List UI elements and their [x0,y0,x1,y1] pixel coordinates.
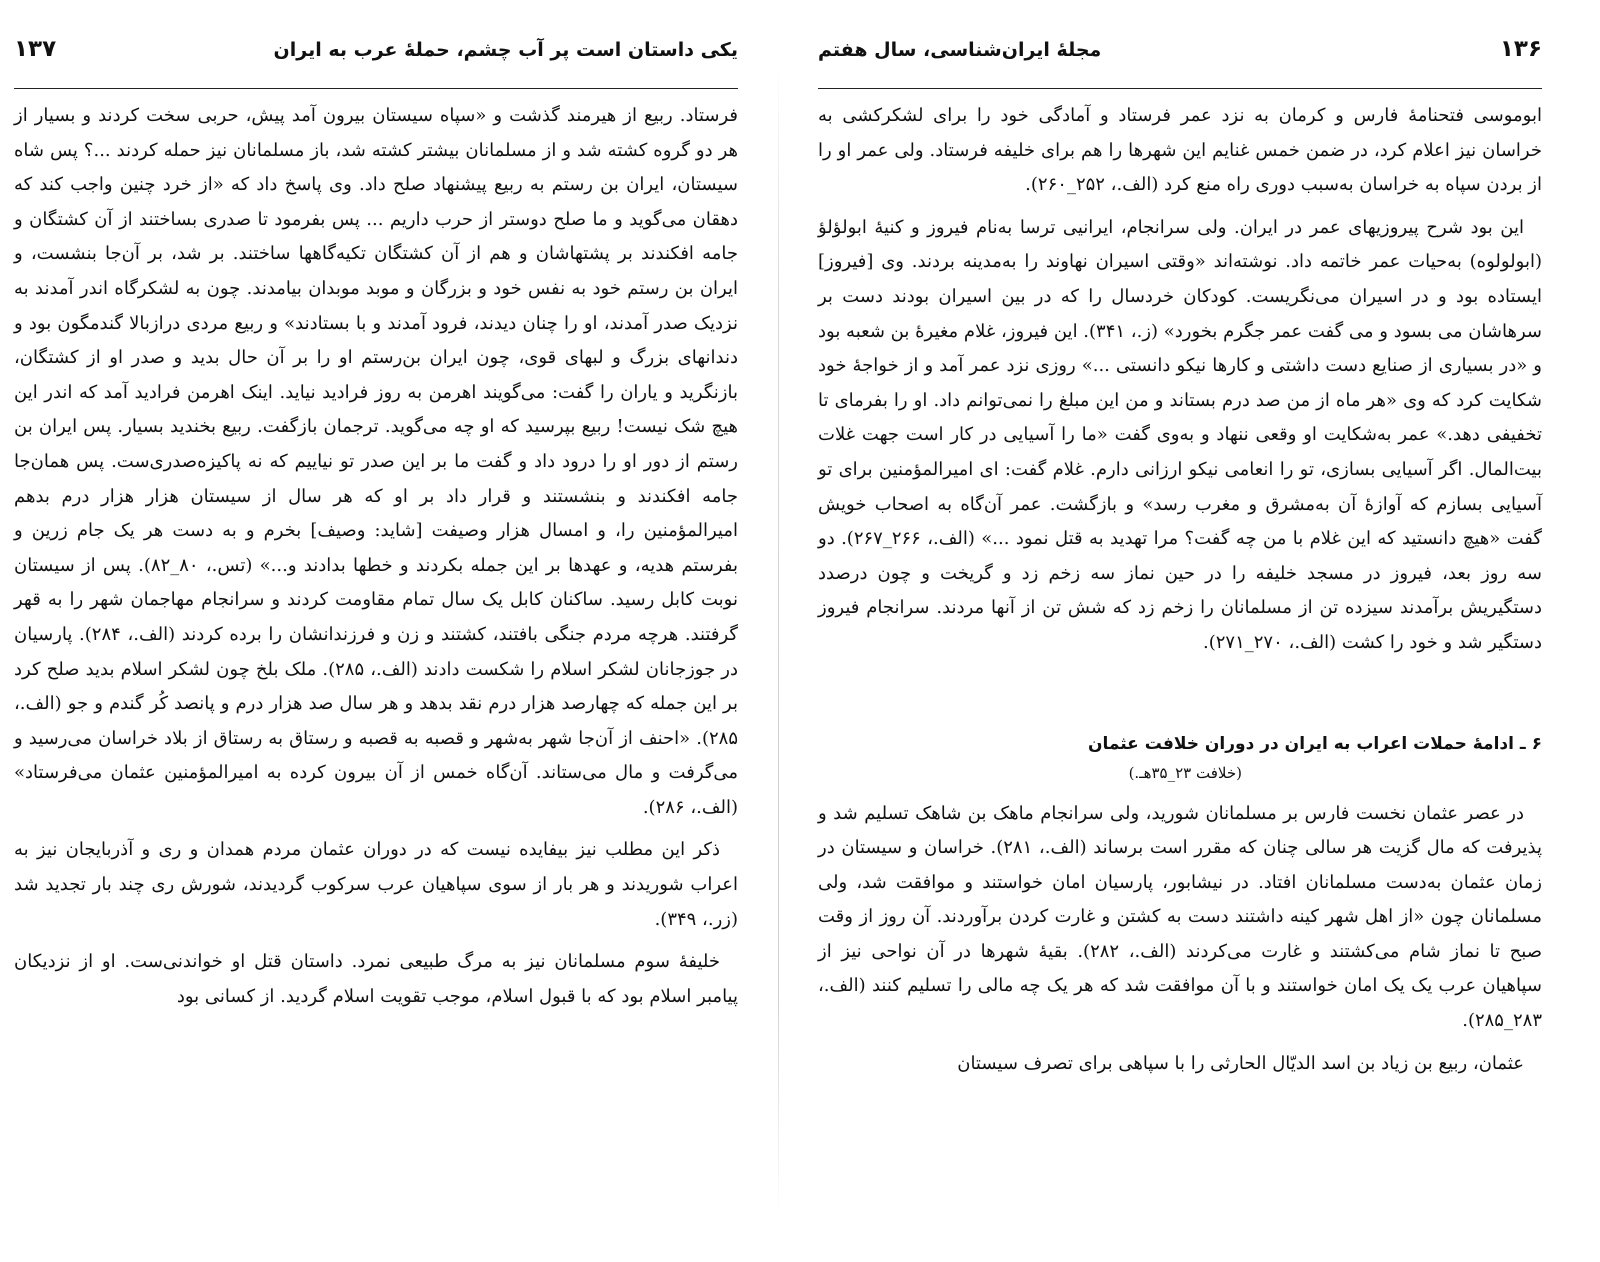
paragraph: در عصر عثمان نخست فارس بر مسلمانان شورید، ولی سرانجام ماهک بن شاهک تسلیم شد و پذیرفت که مال گزیت هر سالی چنان که مقرر است برساند (الف.، ۲۸۱). خراسان و سیستان در زمان عثمان به‌دست مسلمانان افتاد. در نیشابور، پارسیان امان خواستند و موافقت شد، ولی مسلمانان چون «از اهل شهر کینه داشتند دست به کشتن و غارت کردن برآوردند. آن روز از وقت صبح تا نماز شام می‌کشتند و غارت می‌کردند (الف.، ۲۸۲). بقیهٔ شهرها در آن نواحی نیز از سپاهیان عرب یک یک امان خواستند و با آن موافقت شد که هر یک چه مالی را تسلیم کنند (الف.، ۲۸۳_۲۸۵). [818,802,1542,1032]
paragraph: عثمان، ربیع بن زیاد بن اسد الدیّال الحارثی را با سپاهی برای تصرف سیستان [957,1052,1524,1074]
paragraph: فرستاد. ربیع از هیرمند گذشت و «سپاه سیستان بیرون آمد پیش، حربی سخت کردند و بسیار از هر دو گروه کشته شد و از مسلمانان بیشتر کشته شد، باز مسلمانان نیز حمله کردند ...؟ پس شاه سیستان، ایران بن رستم به ربیع پیشنهاد صلح داد. وی پاسخ داد که «از خرد چنین واجب کند که دهقان می‌گوید و ما صلح دوستر از حرب داریم ... پس بفرمود تا صدری بساختند از آن کشتگان و جامه افکندند بر پشتهاشان و هم از آن کشتگان تکیه‌گاهها ساختند. بر شد، بر آن‌جا بنشست، و ایران بن رستم خود به نفس خود و بزرگان و موبد موبدان بیامدند. چون به لشکرگاه اندر آمدند به نزدیک صدر آمدند، او را چنان دیدند، فرود آمدند و با بستادند» و ربیع مردی درازبالا گندمگون بود و دندانهای بزرگ و لبهای قوی، چون ایران بن‌رستم او را بر آن حال بدید و صدر او از کشتگان، بازنگرید و یاران را گفت: می‌گویند اهرمن به روز فرادید نیاید. اینک اهرمن فرادید آمد که اندر این هیچ شک نیست! ربیع بپرسید که او چه می‌گوید. ترجمان بازگفت. ربیع بخندید بسیار. پس ایران بن رستم از دور او را درود داد و گفت ما بر این صدر تو نیاییم که نه پاکیزه‌صدری‌ست. پس همان‌جا جامه افکندند و بنشستند و قرار داد بر او که هر سال از سیستان هزار هزار درم بدهم امیرالمؤمنین را، و امسال هزار وصیفت [شاید: وصیف] بخرم و به دست هر یک جام زرین و بفرستم هدیه، و عهدها بر این جمله بکردند و خطها بدادند و...» (تس.، ۸۰_۸۲). پس از سیستان نوبت کابل رسید. ساکنان کابل یک سال تمام مقاومت کردند و سرانجام مهاجمان شهر را به قهر گرفتند. هرچه مردم جنگی بافتند، کشتند و زن و فرزندانشان را برده کردند (الف.، ۲۸۴). پارسیان در جوزجانان لشکر اسلام را شکست دادند (الف.، ۲۸۵). ملک بلخ چون لشکر اسلام بدید صلح کرد بر این جمله که چهارصد هزار درم نقد بدهد و هر سال صد هزار درم و پانصد کُر گندم و جو (الف.، ۲۸۵). «احنف از آن‌جا شهر به‌شهر و قصبه به قصبه و رستاق به رستاق از بلاد خراسان می‌رسید و می‌گرفت و مال می‌ستاند. آن‌گاه خمس از آن بیرون کرده به امیرالمؤمنین عثمان می‌فرستاد» (الف.، ۲۸۶). [14,105,739,818]
right-page [790,0,1600,1262]
left-page [0,0,790,1262]
page-number: ۱۳۶ [1499,36,1542,62]
book-gutter [778,60,779,1220]
header-rule [818,88,1542,89]
page-number: ۱۳۷ [14,36,57,62]
paragraph: این بود شرح پیروزیهای عمر در ایران. ولی سرانجام، ایرانیی ترسا به‌نام فیروز و کنیهٔ ابولؤلؤ (ابولولوه) به‌حیات عمر خاتمه داد. نوشته‌اند «وقتی اسیران نهاوند را به‌مدینه بردند. وی [فیروز] ایستاده بود و در اسیران می‌نگریست. کودکان خردسال را که در بین اسیران بودند دست بر سرهاشان می بسود و می گفت عمر جگرم بخورد» (ز.، ۳۴۱). این فیروز، غلام مغیرهٔ بن شعبه بود و «در بسیاری از صنایع دست داشتی و کارها نیکو دانستی ...» روزی نزد عمر آمد و از خواجهٔ خود شکایت کرد که وی «هر ماه از من صد درم بستاند و من این مبلغ را نمی‌توانم داد. او را بفرمای تا تخفیفی دهد.» عمر به‌شکایت او وقعی ننهاد و به‌وی گفت «ما را آسیایی در کار است جهت غلات بیت‌المال. اگر آسیایی بسازی، تو را انعامی نیکو ارزانی دارم. غلام گفت: ای امیرالمؤمنین برای تو آسیایی بسازم که آوازهٔ آن به‌مشرق و مغرب رسد» و بازگشت. عمر آن‌گاه به اصحاب خویش گفت «هیچ دانستید که این غلام با من چه گفت؟ مرا تهدید به قتل نمود ...» (الف.، ۲۶۶_۲۶۷). دو سه روز بعد، فیروز در مسجد خلیفه را در حین نماز سه زخم زد و گریخت و چون درصدد دستگیریش برآمدند سیزده تن از مسلمانان را زخم زد که شش تن از آنها مردند. سرانجام فیروز دستگیر شد و خود را کشت (الف.، ۲۷۰_۲۷۱). [818,216,1542,653]
paragraph: ابوموسی فتحنامهٔ فارس و کرمان به نزد عمر فرستاد و آمادگی خود را برای لشکرکشی به خراسان نیز اعلام کرد، در ضمن خمس غنایم این شهرها را هم برای خلیفه فرستاد. ولی عمر او را از بردن سپاه به خراسان به‌سبب دوری راه منع کرد (الف.، ۲۵۲_۲۶۰). [818,105,1542,196]
paragraph: خلیفهٔ سوم مسلمانان نیز به مرگ طبیعی نمرد. داستان قتل او خواندنی‌ست. او از نزدیکان پیامبر اسلام بود که با قبول اسلام، موجب تقویت اسلام گردید. از کسانی بود [14,951,738,1007]
running-title: یکی داستان است پر آب چشم، حملهٔ عرب به ایران [273,39,738,61]
paragraph: ذکر این مطلب نیز بیفایده نیست که در دوران عثمان مردم همدان و ری و آذربایجان نیز به اعراب شوریدند و هر بار از سوی سپاهیان عرب سرکوب گردیدند، شورش ری چند بار تجدید شد (زر.، ۳۴۹). [14,839,738,930]
left-page-header [14,30,738,82]
right-page-header [818,30,1542,82]
section-heading: ۶ ـ ادامهٔ حملات اعراب به ایران در دوران خلافت عثمان [1087,733,1542,754]
header-rule [14,88,738,89]
section-subheading: (خلافت ۲۳_۳۵هـ.) [1128,763,1242,782]
running-title: مجلهٔ ایران‌شناسی، سال هفتم [818,39,1102,61]
